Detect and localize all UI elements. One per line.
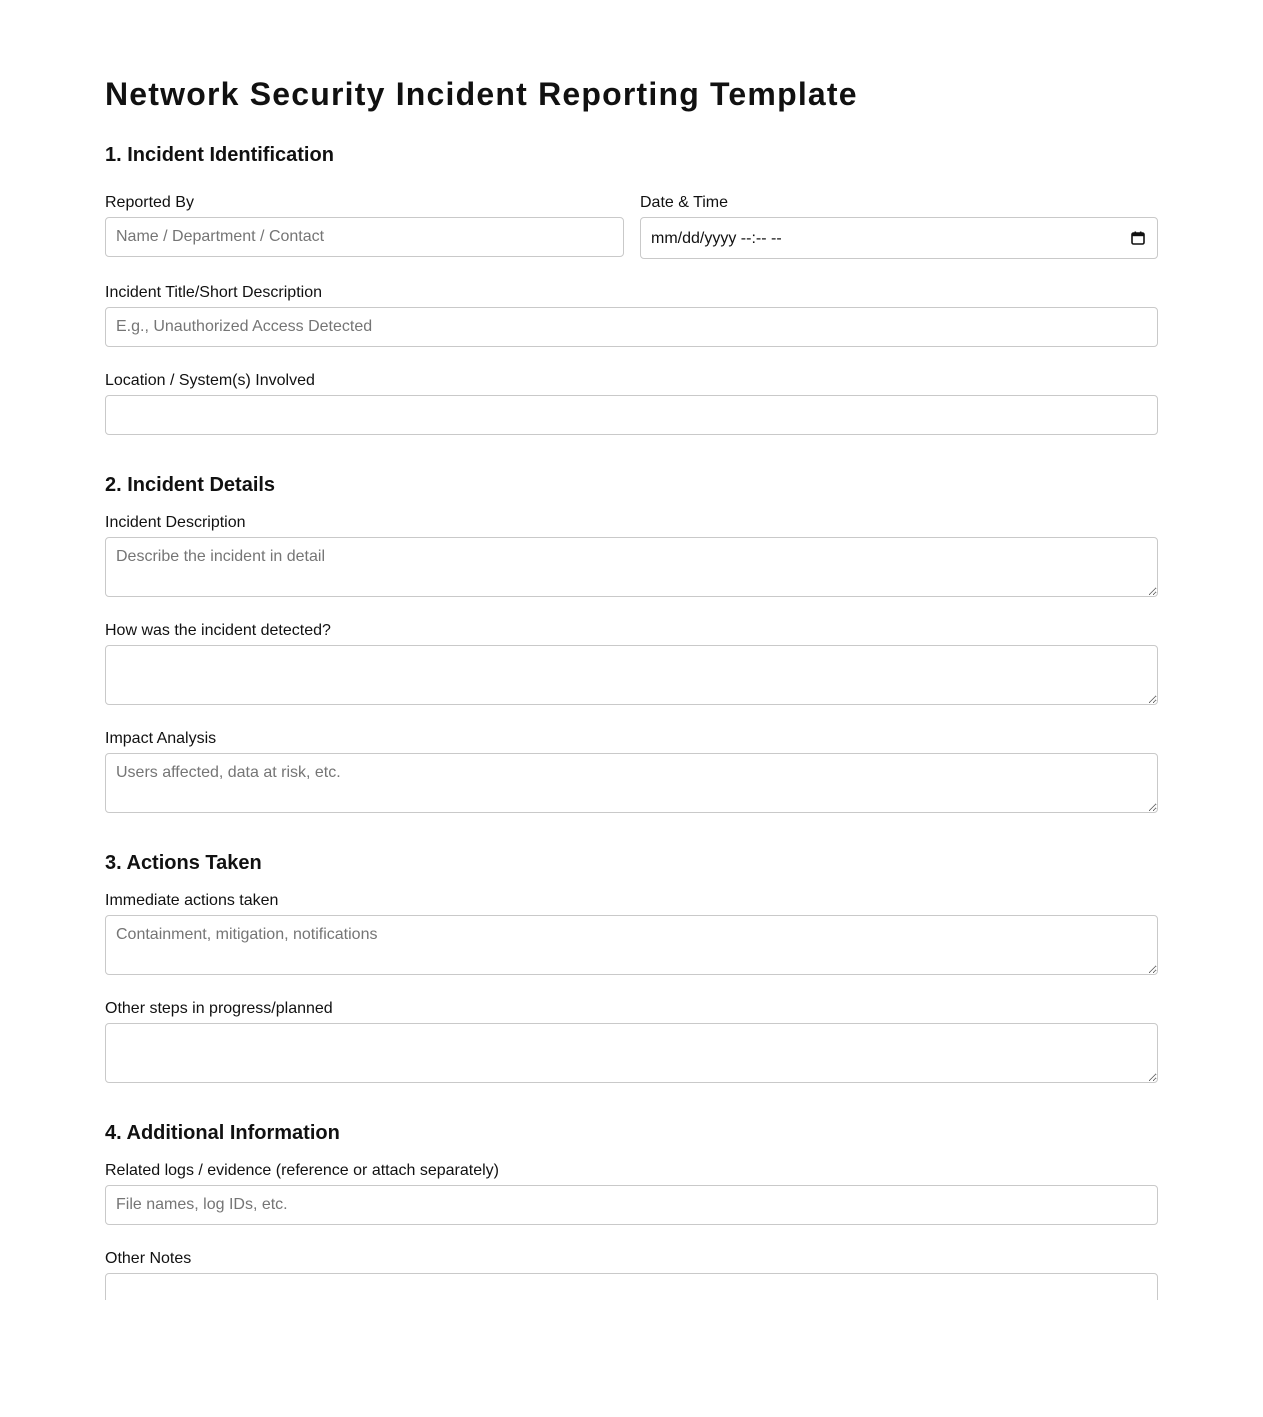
calendar-icon[interactable] — [1131, 231, 1145, 245]
impact-analysis-label: Impact Analysis — [105, 730, 217, 747]
date-time-value: mm/dd/yyyy --:-- -- — [651, 230, 782, 247]
detection-textarea[interactable] — [105, 645, 1158, 705]
location-input[interactable] — [105, 395, 1158, 435]
section-heading-additional: 4. Additional Information — [105, 1122, 340, 1144]
incident-title-input[interactable] — [105, 307, 1158, 347]
immediate-actions-label: Immediate actions taken — [105, 892, 279, 909]
other-notes-textarea[interactable] — [105, 1273, 1158, 1300]
incident-title-label: Incident Title/Short Description — [105, 284, 322, 301]
reported-by-label: Reported By — [105, 194, 194, 211]
related-logs-label: Related logs / evidence (reference or attach separately) — [105, 1162, 499, 1179]
impact-analysis-textarea[interactable] — [105, 753, 1158, 813]
immediate-actions-textarea[interactable] — [105, 915, 1158, 975]
other-steps-textarea[interactable] — [105, 1023, 1158, 1083]
section-heading-actions: 3. Actions Taken — [105, 852, 262, 874]
detection-label: How was the incident detected? — [105, 622, 331, 639]
related-logs-input[interactable] — [105, 1185, 1158, 1225]
reported-by-input[interactable] — [105, 217, 624, 257]
section-heading-identification: 1. Incident Identification — [105, 144, 334, 166]
location-label: Location / System(s) Involved — [105, 372, 315, 389]
page-title: Network Security Incident Reporting Template — [105, 76, 858, 112]
date-time-input[interactable] — [640, 217, 1158, 259]
date-time-label: Date & Time — [640, 194, 729, 211]
incident-description-textarea[interactable] — [105, 537, 1158, 597]
other-steps-label: Other steps in progress/planned — [105, 1000, 333, 1017]
other-notes-label: Other Notes — [105, 1250, 192, 1267]
incident-description-label: Incident Description — [105, 514, 246, 531]
section-heading-details: 2. Incident Details — [105, 474, 276, 496]
